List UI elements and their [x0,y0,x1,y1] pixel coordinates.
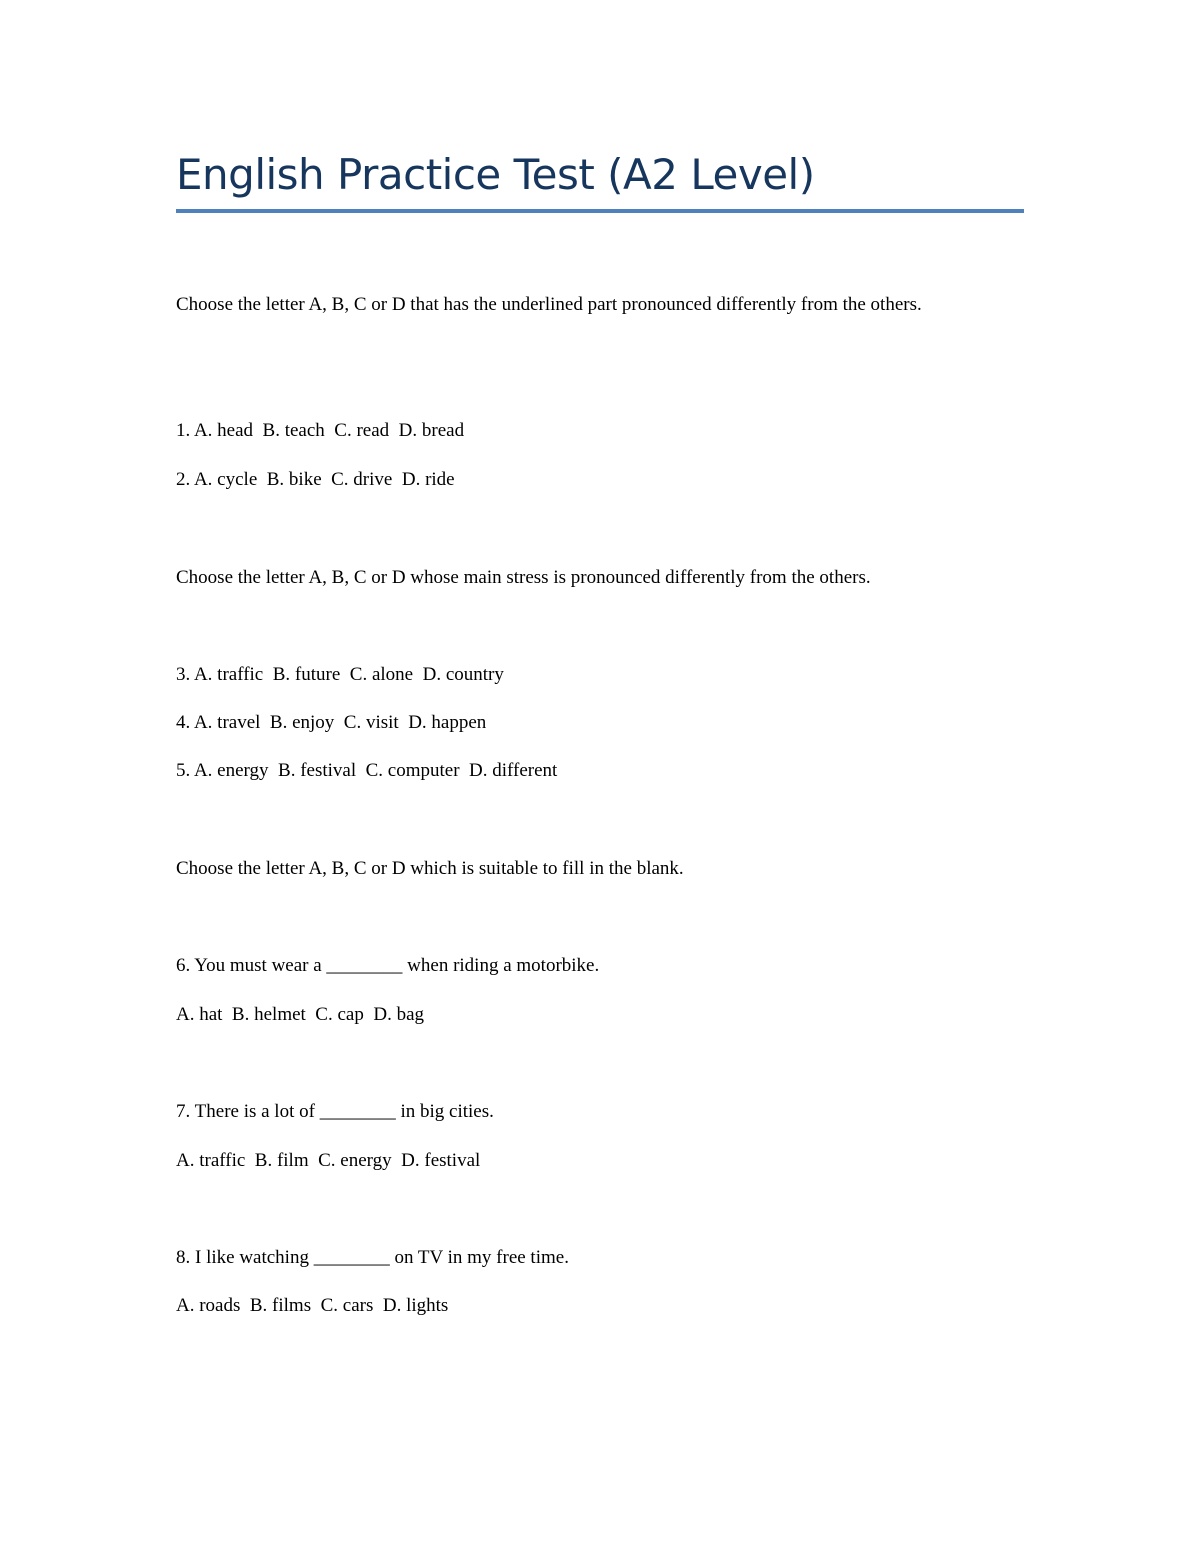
question-3: 3. A. traffic B. future C. alone D. country [176,664,504,685]
question-7-options: A. traffic B. film C. energy D. festival [176,1150,481,1171]
question-6-options: A. hat B. helmet C. cap D. bag [176,1004,425,1025]
title-underline-rule [176,209,1024,213]
question-4: 4. A. travel B. enjoy C. visit D. happen [176,712,487,733]
section-2-instruction: Choose the letter A, B, C or D whose main stress is pronounced differently from the others. [176,567,871,588]
section-3-instruction: Choose the letter A, B, C or D which is suitable to fill in the blank. [176,858,684,879]
question-6-stem: 6. You must wear a ________ when riding a motorbike. [176,955,600,976]
question-2: 2. A. cycle B. bike C. drive D. ride [176,469,455,490]
question-7-stem: 7. There is a lot of ________ in big cities. [176,1101,494,1122]
page-title: English Practice Test (A2 Level) [176,150,815,199]
question-8-options: A. roads B. films C. cars D. lights [176,1295,449,1316]
question-5: 5. A. energy B. festival C. computer D. different [176,760,558,781]
question-8-stem: 8. I like watching ________ on TV in my free time. [176,1247,569,1268]
question-1: 1. A. head B. teach C. read D. bread [176,420,465,441]
section-1-instruction: Choose the letter A, B, C or D that has the underlined part pronounced differently from the others. [176,294,922,315]
